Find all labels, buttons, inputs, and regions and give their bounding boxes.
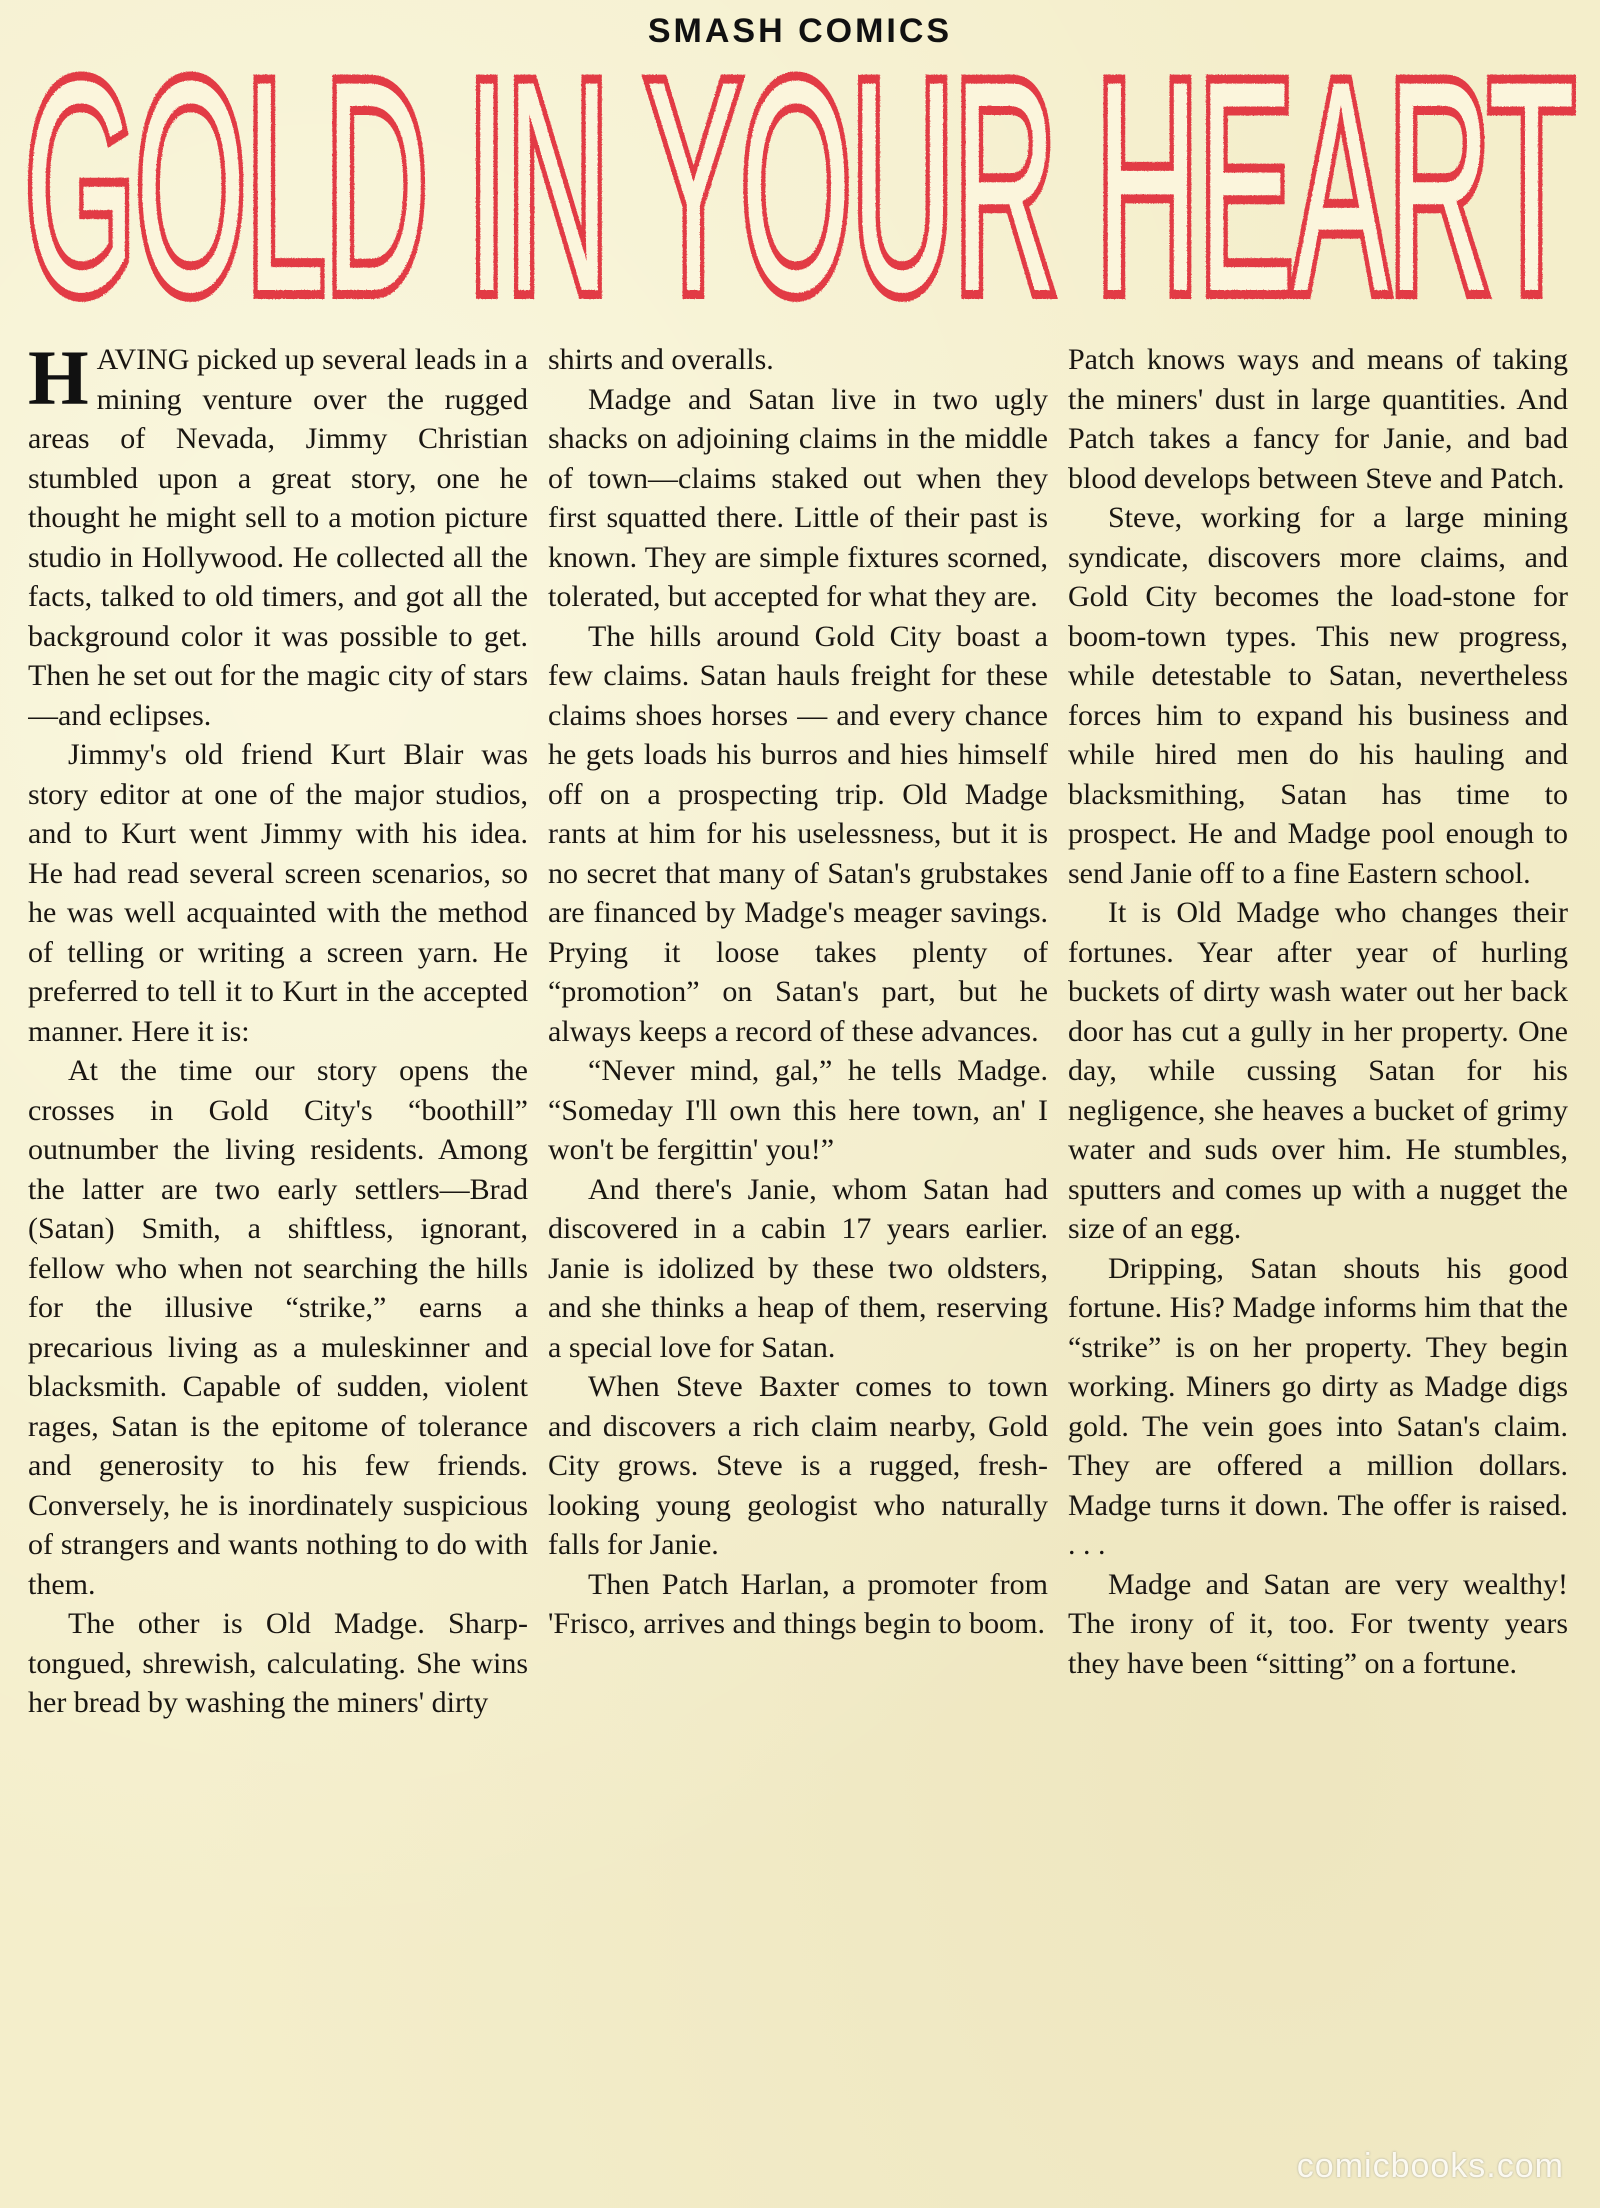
paragraph: Madge and Satan are very wealthy! The irony of it, too. For twenty years they have been “sitting” on a fortune. [1068, 1567, 1568, 1680]
masthead: SMASH COMICS [647, 12, 953, 50]
paragraph: It is Old Madge who changes their fortunes. Year after year of hurling buckets of dirty wash water out her back door has cut a gully in her property. One day, while cussing Satan for his negligence, she heaves a bucket of grimy water and suds over him. He stumbles, sputters and comes up with a nugget the size of an egg. [1068, 896, 1568, 1245]
title-text: GOLD IN YOUR HEART [25, 50, 1575, 320]
paragraph: Jimmy's old friend Kurt Blair was story editor at one of the major studios, and to Kurt went Jimmy with his idea. He had read several screen scenarios, so he was well acquainted with the method of telling or writing a screen yarn. He preferred to tell it to Kurt in the accepted manner. Here it is: [28, 738, 528, 1048]
paragraph: Steve, working for a large mining syndicate, discovers more claims, and Gold City becomes the load-stone for boom-town types. This new progress, while detestable to Satan, nevertheless forces him to expand his business and while hired men do his hauling and blacksmithing, Satan has time to prospect. He and Madge pool enough to send Janie off to a fine Eastern school. [1068, 501, 1568, 890]
title-lettering [20, 50, 1580, 320]
drop-cap: H [28, 340, 89, 421]
column-2 [548, 340, 1048, 2140]
column-3 [1068, 340, 1568, 2140]
paragraph: “Never mind, gal,” he tells Madge. “Someday I'll own this here town, an' I won't be fergittin' you!” [548, 1054, 1048, 1166]
paragraph: Dripping, Satan shouts his good fortune. His? Madge informs him that the “strike” is on her property. They begin working. Miners go dirty as Madge digs gold. The vein goes into Satan's claim. They are offered a million dollars. Madge turns it down. The offer is raised. . . . [1068, 1251, 1568, 1561]
paragraph: Then Patch Harlan, a promoter from 'Frisco, arrives and things begin to boom. [548, 1567, 1048, 1640]
paragraph-continuation: Patch knows ways and means of taking the miners' dust in large quantities. And Patch takes a fancy for Janie, and bad blood develops between Steve and Patch. [1068, 343, 1568, 495]
story-title [20, 50, 1580, 320]
paragraph-continuation: shirts and overalls. [548, 343, 774, 376]
paragraph: The hills around Gold City boast a few claims. Satan hauls freight for these claims shoes horses — and every chance he gets loads his burros and hies himself off on a prospecting trip. Old Madge rants at him for his uselessness, but it is no secret that many of Satan's grubstakes are financed by Madge's meager savings. Prying it loose takes plenty of “promotion” on Satan's part, but he always keeps a record of these advances. [548, 619, 1048, 1048]
paragraph: And there's Janie, whom Satan had discovered in a cabin 17 years earlier. Janie is idolized by these two oldsters, and she thinks a heap of them, reserving a special love for Satan. [548, 1172, 1048, 1364]
paragraph: The other is Old Madge. Sharp-tongued, shrewish, calculating. She wins her bread by washing the miners' dirty [28, 1607, 528, 1719]
opening-paragraph [28, 340, 528, 735]
paragraph: When Steve Baxter comes to town and discovers a rich claim nearby, Gold City grows. Steve is a rugged, fresh-looking young geologist who naturally falls for Janie. [548, 1370, 1048, 1561]
opening-text: picked up several leads in a mining venture over the rugged areas of Nevada, Jimmy Christian stumbled upon a great story, one he thought he might sell to a motion picture studio in Hollywood. He collected all the facts, talked to old timers, and got all the background color it was possible to get. Then he set out for the magic city of stars—and eclipses. [28, 343, 528, 732]
column-1 [28, 340, 528, 2140]
article-columns [28, 340, 1568, 2140]
watermark: comicbooks.com [1296, 2147, 1564, 2185]
paragraph: Madge and Satan live in two ugly shacks on adjoining claims in the middle of town—claims staked out when they first squatted there. Little of their past is known. They are simple fixtures scorned, tolerated, but accepted for what they are. [548, 382, 1048, 613]
paragraph: At the time our story opens the crosses in Gold City's “boothill” outnumber the living residents. Among the latter are two early settlers—Brad (Satan) Smith, a shiftless, ignorant, fellow who when not searching the hills for the illusive “strike,” earns a precarious living as a muleskinner and blacksmith. Capable of sudden, violent rages, Satan is the epitome of tolerance and generosity to his few friends. Conversely, he is inordinately suspicious of strangers and wants nothing to do with them. [28, 1054, 528, 1601]
opening-caps: AVING [96, 343, 190, 376]
